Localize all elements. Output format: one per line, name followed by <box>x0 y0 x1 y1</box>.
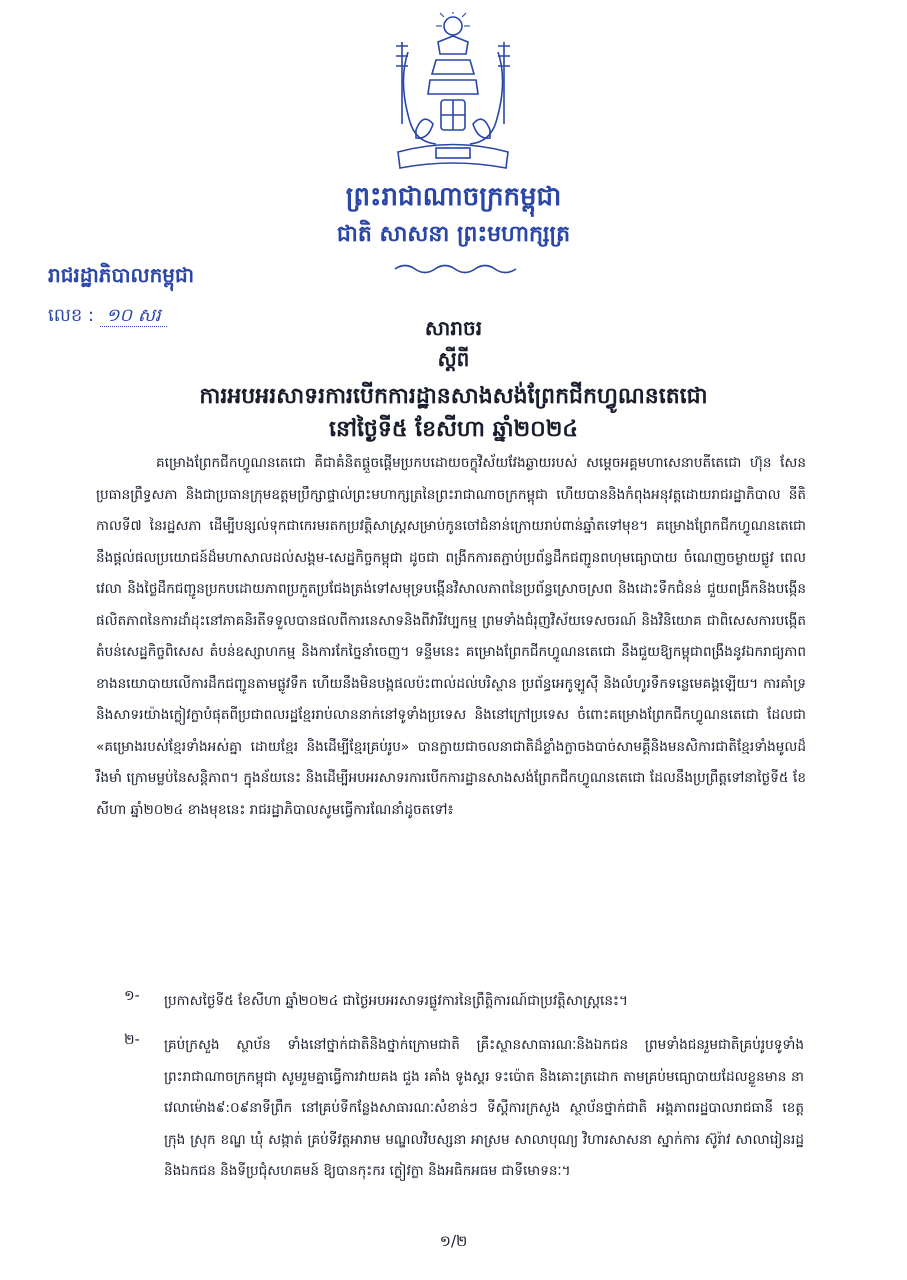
decorative-divider <box>393 262 518 276</box>
royal-coat-of-arms-emblem <box>378 12 528 177</box>
subject-title: ការអបអរសាទរការបើកការដ្ឋានសាងសង់ព្រែកជីកហ្វូណនតេជោ <box>199 384 708 409</box>
national-motto: ជាតិ សាសនា ព្រះមហាក្សត្រ <box>336 222 571 247</box>
subject-label: ស្ដីពី <box>437 347 470 371</box>
body-paragraph: គម្រោងព្រែកជីកហ្វូណនតេជោ គឺជាគំនិតផ្ដួចផ្ដើមប្រកបដោយចក្ខុវិស័យវែងឆ្ងាយរបស់ សម្ដេចអគ្គមហាសេនាបតីតេជោ ហ៊ុន សែន ប្រធានព្រឹទ្ធសភា និងជាប្រធានក្រុមឧត្ដមប្រឹក្សាផ្ទាល់ព្រះមហាក្សត្រនៃព្រះរាជាណាចក្រកម្ពុជា ហើយបាននិងកំពុងអនុវត្តដោយរាជរដ្ឋាភិបាល នីតិកាលទី៧ នៃរដ្ឋសភា ដើម្បីបន្សល់ទុកជាកេរមរតកប្រវត្តិសាស្ត្រសម្រាប់កូនចៅជំនាន់ក្រោយរាប់ពាន់ឆ្នាំតទៅមុខ។ គម្រោងព្រែកជីកហ្វូណនតេជោ នឹងផ្ដល់ផលប្រយោជន៍ដ៏មហាសាលដល់សង្គម-សេដ្ឋកិច្ចកម្ពុជា ដូចជា ពង្រីកការតភ្ជាប់ប្រព័ន្ធដឹកជញ្ជូនពហុមធ្យោបាយ ចំណេញចម្ងាយផ្លូវ ពេលវេលា និងថ្លៃដឹកជញ្ជូនប្រកបដោយភាពប្រកួតប្រជែងត្រង់ទៅសមុទ្របង្កើនវិសាលភាពនៃប្រព័ន្ធស្រោចស្រព និងដោះទឹកជំនន់ ជួយពង្រីកនិងបង្កើនផលិតភាពនៃការដាំដុះនៅភាគនិរតីទទួលបានផលពីការនេសាទនិងពីវារីវប្បកម្ម ព្រមទាំងជំរុញវិស័យទេសចរណ៍ និងវិនិយោគ ជាពិសេសការបង្កើតតំបន់សេដ្ឋកិច្ចពិសេស តំបន់ឧស្សាហកម្ម និងការកែច្នៃនាំចេញ។ ទន្ទឹមនេះ គម្រោងព្រែកជីកហ្វូណនតេជោ នឹងជួយឱ្យកម្ពុជាពង្រឹងនូវឯករាជ្យភាពខាងនយោបាយលើការដឹកជញ្ជូនតាមផ្លូវទឹក ហើយនឹងមិនបង្កផលប៉ះពាល់ដល់បរិស្ថាន ប្រព័ន្ធអេកូឡូស៊ី និងលំហូរទឹកទន្លេមេគង្គឡើយ។ ការគាំទ្រនិងសាទរយ៉ាងក្លៀវក្លាបំផុតពីប្រជាពលរដ្ឋខ្មែររាប់លាននាក់នៅទូទាំងប្រទេស និងនៅក្រៅប្រទេស ចំពោះគម្រោងព្រែកជីកហ្វូណនតេជោ ដែលជា «គម្រោងរបស់ខ្មែរទាំងអស់គ្នា ដោយខ្មែរ និងដើម្បីខ្មែរគ្រប់រូប» បានក្លាយជាចលនាជាតិដ៏ខ្លាំងក្លាចងបាច់សាមគ្គីនិងមនសិការជាតិខ្មែរទាំងមូលដ៏រឹងមាំ ក្រោមម្លប់នៃសន្តិភាព។ ក្នុងន័យនេះ និងដើម្បីអបអរសាទរការបើកការដ្ឋានសាងសង់ព្រែកជីកហ្វូណនតេជោ ដែលនឹងប្រព្រឹត្តទៅនាថ្ងៃទី៥ ខែសីហា ឆ្នាំ២០២៤ ខាងមុខនេះ រាជរដ្ឋាភិបាលសូមធ្វើការណែនាំដូចតទៅ៖ <box>96 455 806 818</box>
document-type-title: សារាចរ <box>424 316 483 340</box>
list-item-number: ១- <box>124 988 140 1004</box>
reference-label: លេខ : <box>48 305 95 326</box>
list-item-number: ២- <box>124 1032 140 1048</box>
reference-value: ១០ សរ <box>100 305 167 327</box>
kingdom-title: ព្រះរាជាណាចក្រកម្ពុជា <box>345 182 562 212</box>
issuing-authority: រាជរដ្ឋាភិបាលកម្ពុជា <box>48 263 194 287</box>
page-number: ១/២ <box>439 1232 468 1250</box>
subject-date: នៅថ្ងៃទី៥ ខែសីហា ឆ្នាំ២០២៤ <box>329 417 578 442</box>
list-item: ប្រកាសថ្ងៃទី៥ ខែសីហា ឆ្នាំ២០២៤ ជាថ្ងៃអបអរសាទរផ្លូវការនៃព្រឹត្តិការណ៍ជាប្រវត្តិសាស្ត្រនេះ។ <box>164 993 628 1009</box>
list-item: គ្រប់ក្រសួង ស្ថាប័ន ទាំងនៅថ្នាក់ជាតិនិងថ្នាក់ក្រោមជាតិ គ្រឹះស្ថានសាធារណៈនិងឯកជន ព្រមទាំងជនរួមជាតិគ្រប់រូបទូទាំងព្រះរាជាណាចក្រកម្ពុជា សូមរួមគ្នាធ្វើការវាយគង ជួង រគាំង ទូងស្គរ ទះប៉ោត និងគោះត្រដោក តាមគ្រប់មធ្យោបាយដែលខ្លួនមាន នាវេលាម៉ោង៩:០៩នាទីព្រឹក នៅគ្រប់ទីកន្លែងសាធារណៈសំខាន់ៗ ទីស្ដីការក្រសួង ស្ថាប័នថ្នាក់ជាតិ អង្គភាពរដ្ឋបាលរាជធានី ខេត្ត ក្រុង ស្រុក ខណ្ឌ ឃុំ សង្កាត់ គ្រប់ទីវត្តអារាម មណ្ឌលវិបស្សនា អាស្រម សាលាបុណ្យ វិហារសាសនា ស្នាក់ការ ស៊ូរ៉ាវ សាលារៀនរដ្ឋនិងឯកជន និងទីប្រជុំសហគមន៍ ឱ្យបានកុះករ ក្លៀវក្លា និងអធិកអធម ជាទីមោទនៈ។ <box>164 1037 804 1179</box>
